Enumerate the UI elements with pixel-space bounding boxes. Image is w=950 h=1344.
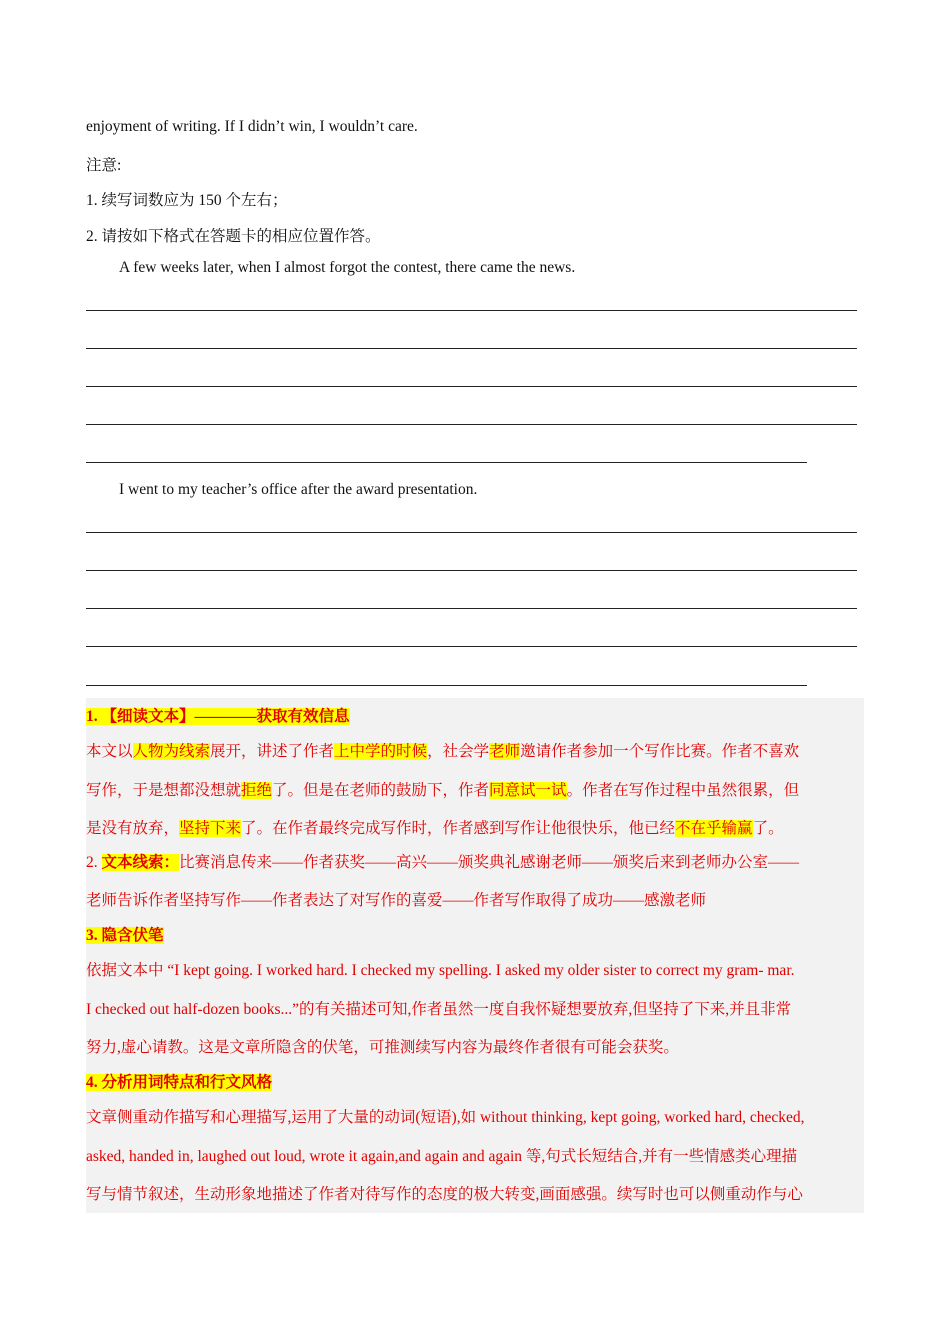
section-1-line-1: 本文以人物为线索展开，讲述了作者上中学的时候，社会学老师邀请作者参加一个写作比赛。作者不喜欢 bbox=[86, 743, 800, 760]
answer-line bbox=[86, 646, 857, 647]
section-4-line-3: 写与情节叙述，生动形象地描述了作者对待写作的态度的极大转变,画面感强。续写时也可以侧重动作与心 bbox=[86, 1186, 803, 1203]
section-4-line-1: 文章侧重动作描写和心理描写,运用了大量的动词(短语),如 without thinking, kept going, worked hard, checked, bbox=[86, 1109, 805, 1126]
answer-line bbox=[86, 386, 857, 387]
paragraph-2-opening: I went to my teacher’s office after the award presentation. bbox=[119, 481, 478, 498]
section-3-line-1: 依据文本中 “I kept going. I worked hard. I checked my spelling. I asked my older sister to correct my gram- mar. bbox=[86, 962, 795, 979]
answer-line bbox=[86, 462, 807, 463]
paragraph-1-opening: A few weeks later, when I almost forgot the contest, there came the news. bbox=[119, 259, 576, 276]
answer-line bbox=[86, 424, 857, 425]
answer-line bbox=[86, 570, 857, 571]
answer-line bbox=[86, 310, 857, 311]
note-item-2: 2. 请按如下格式在答题卡的相应位置作答。 bbox=[86, 228, 381, 245]
section-3-line-3: 努力,虚心请教。这是文章所隐含的伏笔，可推测续写内容为最终作者很有可能会获奖。 bbox=[86, 1039, 679, 1056]
section-2-line-1: 2. 文本线索：比赛消息传来——作者获奖——高兴——颁奖典礼感谢老师——颁奖后来到老师办公室—— bbox=[86, 854, 800, 871]
section-4-line-2: asked, handed in, laughed out loud, wrote it again,and again and again 等,句式长短结合,并有一些情感类心理描 bbox=[86, 1148, 798, 1165]
analysis-panel bbox=[86, 698, 864, 1213]
section-1-line-3: 是没有放弃，坚持下来了。在作者最终完成写作时，作者感到写作让他很快乐，他已经不在乎输赢了。 bbox=[86, 820, 784, 837]
section-2-line-2: 老师告诉作者坚持写作——作者表达了对写作的喜爱——作者写作取得了成功——感激老师 bbox=[86, 892, 707, 909]
answer-line bbox=[86, 608, 857, 609]
section-1-heading: 1. 【细读文本】————获取有效信息 bbox=[86, 708, 350, 725]
line-enjoyment: enjoyment of writing. If I didn’t win, I wouldn’t care. bbox=[86, 118, 418, 135]
note-label: 注意: bbox=[86, 157, 122, 174]
section-4-heading: 4. 分析用词特点和行文风格 bbox=[86, 1074, 273, 1091]
section-3-heading: 3. 隐含伏笔 bbox=[86, 927, 164, 944]
section-3-line-2: I checked out half-dozen books...”的有关描述可知,作者虽然一度自我怀疑想要放弃,但坚持了下来,并且非常 bbox=[86, 1001, 792, 1018]
note-item-1: 1. 续写词数应为 150 个左右； bbox=[86, 192, 288, 209]
answer-line bbox=[86, 532, 857, 533]
answer-line bbox=[86, 685, 807, 686]
answer-line bbox=[86, 348, 857, 349]
section-1-line-2: 写作，于是想都没想就拒绝了。但是在老师的鼓励下，作者同意试一试。作者在写作过程中虽然很累，但 bbox=[86, 782, 800, 799]
